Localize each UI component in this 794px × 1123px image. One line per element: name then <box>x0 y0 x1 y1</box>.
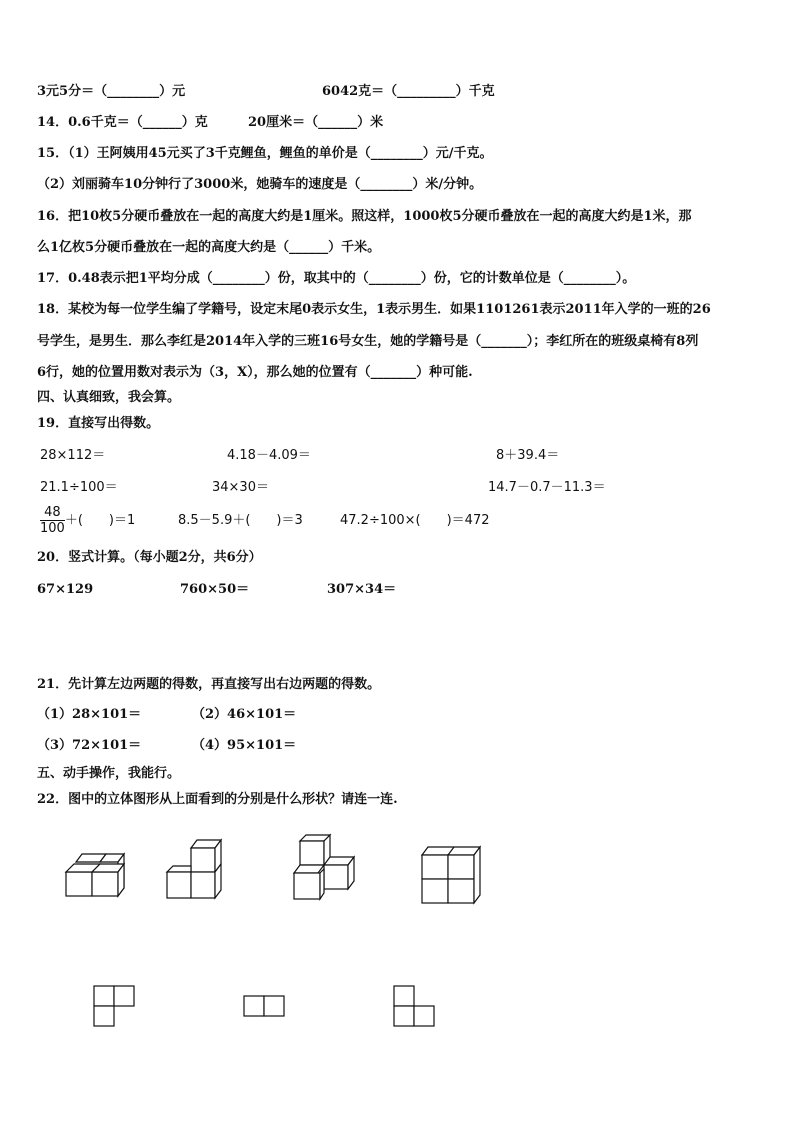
vertical-calc-1: 67×129 <box>37 582 94 597</box>
expr-3: 8＋39.4＝ <box>496 448 560 463</box>
section-4-heading: 四、认真细致，我会算。 <box>37 390 181 405</box>
expr-7-rest: ＋( )＝1 <box>64 513 136 528</box>
q18-line1: 18．某校为每一位学生编了学籍号，设定末尾0表示女生，1表示男生．如果1101261表示2011年入学的一班的26 <box>37 302 711 317</box>
expr-7 <box>40 503 135 539</box>
q20-heading: 20．竖式计算。（每小题2分，共6分） <box>37 550 262 565</box>
expr-8: 8.5－5.9＋( )＝3 <box>178 513 303 528</box>
q17: 17．0.48表示把1平均分成（________）份，取其中的（________）份，它的计数单位是（________）。 <box>37 271 636 286</box>
calc-2: （2）46×101＝ <box>192 707 297 722</box>
q14-part2: 20厘米＝（______）米 <box>248 115 384 130</box>
solid-figure-1 <box>60 848 130 900</box>
expr-2: 4.18－4.09＝ <box>227 448 311 463</box>
solid-figure-2 <box>163 840 227 902</box>
q16-line2: 么1亿枚5分硬币叠放在一起的高度大约是（______）千米。 <box>37 240 381 255</box>
expr-9: 47.2÷100×( )＝472 <box>340 513 490 528</box>
calc-1: （1）28×101＝ <box>37 707 142 722</box>
calc-3: （3）72×101＝ <box>37 738 142 753</box>
expr-1: 28×112＝ <box>40 448 106 463</box>
top-view-1 <box>92 984 138 1028</box>
section-5-heading: 五、动手操作，我能行。 <box>37 766 181 781</box>
solid-figure-3 <box>290 833 360 903</box>
q15-part1: 15．（1）王阿姨用45元买了3千克鲤鱼，鲤鱼的单价是（________）元/千克。 <box>37 146 493 161</box>
expr-6: 14.7－0.7－11.3＝ <box>488 480 606 495</box>
q15-part2: （2）刘丽骑车10分钟行了3000米，她骑车的速度是（________）米/分钟。 <box>37 177 483 192</box>
q16-line1: 16．把10枚5分硬币叠放在一起的高度大约是1厘米。照这样，1000枚5分硬币叠放在一起的高度大约是1米，那 <box>37 209 692 224</box>
fraction <box>40 505 65 536</box>
blank-kg: 6042克＝（_________）千克 <box>322 84 495 99</box>
fraction-numerator: 48 <box>40 505 65 521</box>
q18-line3: 6行，她的位置用数对表示为（3，X），那么她的位置有（_______）种可能. <box>37 365 473 380</box>
expr-4: 21.1÷100＝ <box>40 480 118 495</box>
q14-part1: 14．0.6千克＝（______）克 <box>37 115 208 130</box>
blank-yuan: 3元5分＝（________）元 <box>37 84 186 99</box>
vertical-calc-2: 760×50＝ <box>180 582 250 597</box>
fraction-denominator: 100 <box>40 521 65 536</box>
q21-heading: 21．先计算左边两题的得数，再直接写出右边两题的得数。 <box>37 677 381 692</box>
q18-line2: 号学生，是男生．那么李红是2014年入学的三班16号女生，她的学籍号是（_______）；李红所在的班级桌椅有8列 <box>37 334 699 349</box>
top-view-3 <box>392 984 438 1028</box>
calc-4: （4）95×101＝ <box>192 738 297 753</box>
q22-heading: 22．图中的立体图形从上面看到的分别是什么形状？请连一连. <box>37 792 398 807</box>
expr-5: 34×30＝ <box>212 480 269 495</box>
vertical-calc-3: 307×34＝ <box>327 582 397 597</box>
solid-figure-4 <box>418 845 484 907</box>
q19-heading: 19．直接写出得数。 <box>37 416 160 431</box>
top-view-2 <box>242 994 288 1018</box>
